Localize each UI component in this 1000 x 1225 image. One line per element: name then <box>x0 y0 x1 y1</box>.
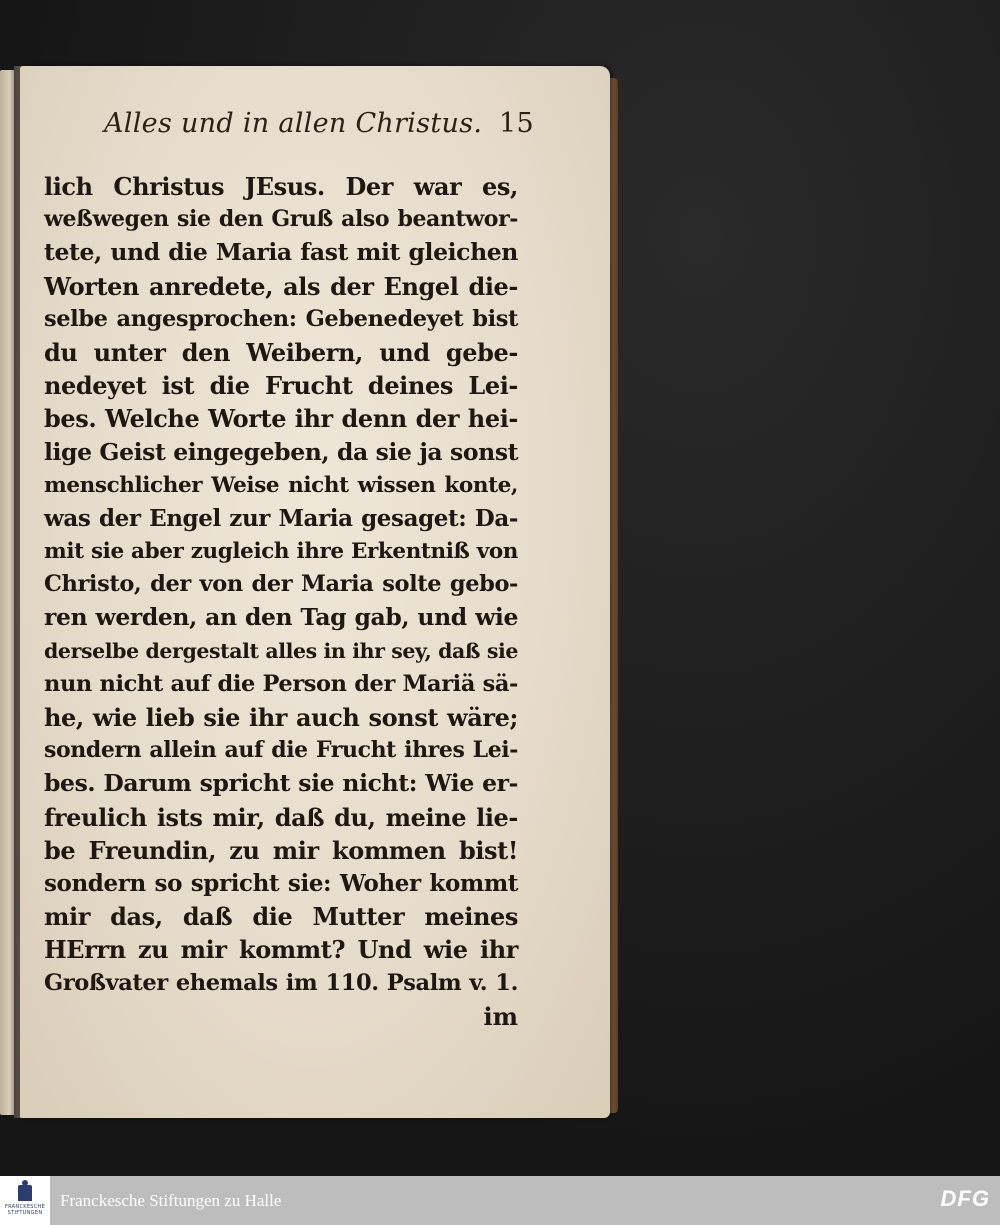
text-line: derselbe dergestalt alles in ihr sey, daß sie <box>44 638 518 663</box>
catchword: im <box>483 1002 518 1031</box>
footer-bar <box>0 1176 1000 1225</box>
running-title: Alles und in allen Christus. <box>104 108 483 139</box>
text-block <box>44 170 518 1000</box>
text-line: bes. Welche Worte ihr denn der hei- <box>44 404 518 434</box>
text-line: sondern so spricht sie: Woher kommt <box>44 869 518 897</box>
text-line: lich Christus JEsus. Der war es, <box>44 172 518 201</box>
text-line: Christo, der von der Maria solte gebo- <box>44 571 518 598</box>
text-line: mit sie aber zugleich ihre Erkentniß von <box>44 539 518 565</box>
text-line: weßwegen sie den Gruß also beantwor- <box>44 206 518 233</box>
text-line: he, wie lieb sie ihr auch sonst wäre; <box>44 703 518 732</box>
text-line: bes. Darum spricht sie nicht: Wie er- <box>44 769 518 798</box>
logo-text: FRANCKESCHE STIFTUNGEN <box>4 1204 46 1216</box>
dfg-logo[interactable]: DFG <box>940 1186 990 1211</box>
text-line: ren werden, an den Tag gab, und wie <box>44 603 518 632</box>
text-line: tete, und die Maria fast mit gleichen <box>44 238 518 267</box>
text-line: selbe angesprochen: Gebenedeyet bist <box>44 305 518 332</box>
institution-name[interactable]: Franckesche Stiftungen zu Halle <box>60 1190 282 1210</box>
text-line: Worten anredete, als der Engel die- <box>44 271 518 301</box>
text-line: was der Engel zur Maria gesaget: Da- <box>44 504 518 532</box>
text-line: lige Geist eingegeben, da sie ja sonst <box>44 437 519 466</box>
text-line: Großvater ehemals im 110. Psalm v. 1. <box>44 969 518 996</box>
orphanage-emblem-icon <box>18 1185 32 1201</box>
text-line: menschlicher Weise nicht wissen konte, <box>44 472 518 498</box>
institution-logo[interactable] <box>0 1176 50 1225</box>
text-line: nun nicht auf die Person der Mariä sä- <box>44 670 518 697</box>
running-head <box>104 108 534 148</box>
text-line: be Freundin, zu mir kommen bist! <box>44 835 518 865</box>
text-line: freulich ists mir, daß du, meine lie- <box>44 802 518 832</box>
text-line: HErrn zu mir kommt? Und wie ihr <box>44 935 518 965</box>
text-line: mir das, daß die Mutter meines <box>44 902 518 932</box>
text-line: du unter den Weibern, und gebe- <box>44 337 518 367</box>
text-line: nedeyet ist die Frucht deines Lei- <box>44 371 518 401</box>
page-number: 15 <box>499 108 534 139</box>
text-line: sondern allein auf die Frucht ihres Lei- <box>44 737 518 764</box>
